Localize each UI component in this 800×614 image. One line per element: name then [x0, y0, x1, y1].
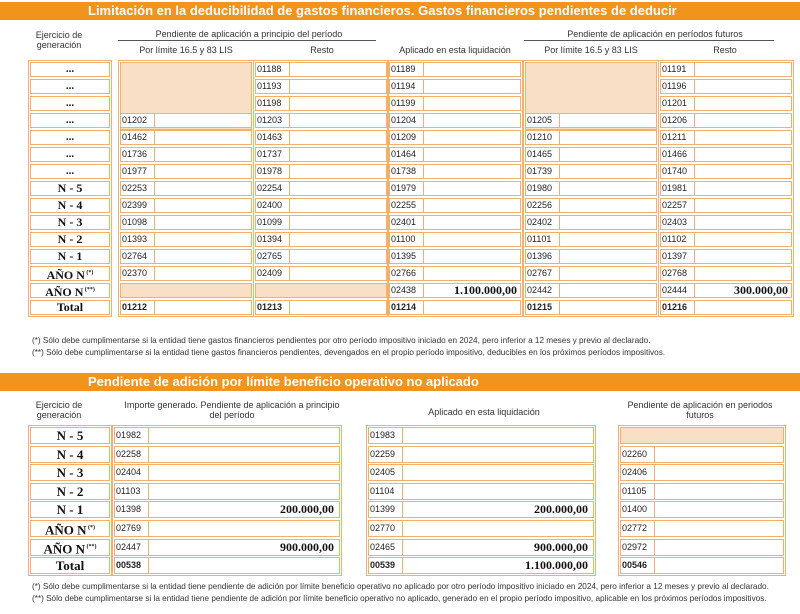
- s2-field-code: 00538: [116, 560, 142, 571]
- s2-gen-sup: (*): [86, 525, 96, 531]
- s1-field-code: 01202: [122, 115, 148, 125]
- s1-field-code: 01199: [391, 98, 416, 108]
- s1-field-code: 01979: [391, 183, 417, 193]
- s1-gen-sup: (*): [84, 270, 94, 276]
- s2-gen-sup: (**): [85, 543, 97, 550]
- section1-title: Limitación en la deducibilidad de gastos financieros. Gastos financieros pendientes de deducir: [0, 2, 800, 20]
- s2-col-ejercicio: Ejercicio de generación: [35, 400, 83, 420]
- s1-field-code: 01463: [257, 132, 283, 142]
- s1-note1: (*) Sólo debe cumplimentarse si la entidad tiene gastos financieros pendientes por otro período impositivo iniciado en 2024, pero inferior a 12 meses y previo al declarado.: [32, 336, 651, 345]
- s2-gen-label: N - 1: [56, 502, 84, 518]
- s1-field-code: 02401: [391, 217, 417, 227]
- s1-field-code: 02256: [527, 200, 553, 210]
- s2-col-aplicado: Aplicado en esta liquidación: [428, 407, 540, 417]
- s1-gen-label: AÑO N (**): [45, 285, 95, 299]
- s2-field-code: 02465: [370, 541, 396, 552]
- s2-field-code: 02406: [622, 467, 648, 478]
- s2-amount: 200.000,00: [534, 502, 588, 517]
- s1-field-code: 01214: [391, 302, 417, 312]
- s1-field-code: 01739: [527, 166, 553, 176]
- s2-amount: 200.000,00: [280, 502, 334, 517]
- s1-gen-label: ...: [65, 148, 75, 160]
- s1-field-code: 01978: [257, 166, 283, 176]
- s2-gen-label: N - 3: [56, 465, 84, 481]
- s1-amount: 1.100.000,00: [454, 283, 517, 297]
- s2-field-code: 01104: [370, 485, 395, 496]
- s1-gen-label: ...: [65, 131, 75, 143]
- s1-field-code: 01100: [391, 234, 416, 244]
- s1-field-code: 01394: [257, 234, 283, 244]
- s1-field-code: 01393: [122, 234, 148, 244]
- s2-input-cell: [620, 427, 784, 444]
- s1-field-code: 02764: [122, 251, 148, 261]
- s1-field-code: 01215: [527, 302, 553, 312]
- s1-gen-label: N - 3: [57, 215, 83, 229]
- s2-note1: (*) Sólo debe cumplimentarse si la entidad tiene pendiente de adición por límite beneficio operativo no aplicado por otro período impositivo iniciado en 2024, pero inferior a 12 meses y previo al declarado.: [32, 582, 769, 591]
- s2-field-code: 01103: [116, 485, 141, 496]
- s1-field-code: 01194: [391, 81, 416, 91]
- s1-field-code: 02257: [662, 200, 688, 210]
- s2-field-code: 01105: [622, 485, 647, 496]
- s1-amount: 300.000,00: [734, 283, 788, 297]
- s2-field-code: 01982: [116, 430, 142, 440]
- s1-field-code: 01209: [391, 132, 417, 142]
- s2-gen-label: N - 5: [56, 428, 84, 443]
- s1-field-code: 02767: [527, 268, 553, 278]
- s1-field-code: 02399: [122, 200, 148, 210]
- s1-gen-label: Total: [56, 300, 84, 314]
- s2-field-code: 02404: [116, 467, 142, 478]
- s1-field-code: 01736: [122, 149, 148, 159]
- s1-group-pendiente-futuro: Pendiente de aplicación en períodos futuros: [567, 29, 743, 39]
- s1-field-code: 01977: [122, 166, 148, 176]
- s1-col-limite-fut: Por límite 16.5 y 83 LIS: [544, 45, 638, 55]
- s1-field-code: 01198: [257, 98, 282, 108]
- s1-input-cell: [120, 283, 252, 298]
- s1-field-code: 01099: [257, 217, 283, 227]
- s1-field-code: 01212: [122, 302, 148, 312]
- s1-field-code: 01211: [662, 132, 687, 142]
- s1-field-code: 01397: [662, 251, 688, 261]
- s1-gen-sup: (**): [83, 287, 95, 293]
- s2-field-code: 02260: [622, 448, 648, 459]
- s2-field-code: 02770: [370, 523, 396, 533]
- s1-field-code: 01464: [391, 149, 417, 159]
- s2-gen-label: AÑO N (*): [44, 522, 96, 538]
- s2-field-code: 01983: [370, 430, 396, 440]
- s1-field-code: 01213: [257, 302, 283, 312]
- s2-field-code: 01400: [622, 504, 648, 515]
- s1-field-code: 01216: [662, 302, 688, 312]
- s2-amount: 900.000,00: [280, 539, 334, 554]
- s1-field-code: 01196: [662, 81, 687, 91]
- s1-field-code: 02403: [662, 217, 688, 227]
- s1-col-resto-fut: Resto: [713, 45, 737, 55]
- s1-gen-label: ...: [65, 80, 75, 92]
- s1-field-code: 01203: [257, 115, 283, 125]
- s1-field-code: 02766: [391, 268, 417, 278]
- s1-gen-label: ...: [65, 63, 75, 75]
- s2-field-code: 00546: [622, 560, 648, 571]
- s1-gen-label: N - 4: [57, 198, 83, 212]
- s2-amount: 900.000,00: [534, 539, 588, 554]
- s1-gen-label: ...: [65, 97, 75, 109]
- s1-field-code: 01193: [257, 81, 282, 91]
- s1-field-code: 01205: [527, 115, 553, 125]
- s1-gen-label: ...: [65, 114, 75, 126]
- s1-field-code: 01191: [662, 64, 687, 74]
- s1-field-code: 01740: [662, 166, 688, 176]
- s1-field-code: 01465: [527, 149, 553, 159]
- s1-field-code: 02438: [391, 285, 417, 295]
- s1-gen-label: ...: [65, 165, 75, 177]
- s2-gen-label: N - 2: [56, 483, 84, 499]
- s1-col-aplicado: Aplicado en esta liquidación: [399, 45, 511, 55]
- s1-field-code: 02400: [257, 200, 283, 210]
- s1-field-code: 01188: [257, 64, 282, 74]
- section2-title: Pendiente de adición por límite beneficio operativo no aplicado: [0, 373, 800, 391]
- s2-field-code: 02772: [622, 523, 648, 533]
- s2-field-code: 02259: [370, 448, 396, 459]
- s1-field-code: 01210: [527, 132, 553, 142]
- s2-field-code: 02447: [116, 541, 142, 552]
- s2-gen-label: N - 4: [56, 446, 84, 462]
- s1-field-code: 02442: [527, 285, 553, 295]
- s1-field-code: 02409: [257, 268, 283, 278]
- s1-gen-label: N - 1: [57, 249, 83, 263]
- s2-field-code: 02769: [116, 523, 142, 533]
- s1-field-code: 02444: [662, 285, 688, 295]
- s1-field-code: 01738: [391, 166, 417, 176]
- s1-field-code: 01201: [662, 98, 688, 108]
- s1-col-ejercicio: Ejercicio de generación: [35, 30, 83, 50]
- s1-note2: (**) Sólo debe cumplimentarse si la entidad tiene gastos financieros pendientes, devengados en el propio período impositivo, deducibles en los próximos períodos impositivos.: [32, 348, 666, 357]
- s2-field-code: 01399: [370, 504, 396, 515]
- s1-field-code: 01101: [527, 234, 552, 244]
- s2-note2: (**) Sólo debe cumplimentarse si la entidad tiene pendiente de adición por límite beneficio operativo no aplicado, generado en el propio período impositivo, aplicable en los próximos períodos impositivos.: [32, 594, 767, 603]
- s1-col-resto: Resto: [310, 45, 334, 55]
- s1-gen-label: AÑO N (*): [46, 268, 94, 282]
- s1-gen-label: N - 2: [57, 232, 83, 246]
- s1-field-code: 01102: [662, 234, 687, 244]
- s1-field-code: 01980: [527, 183, 553, 193]
- s1-field-code: 01981: [662, 183, 688, 193]
- s1-gen-label: N - 5: [57, 181, 83, 195]
- s2-col-importe: Importe generado. Pendiente de aplicación a principio del período: [124, 400, 340, 420]
- s1-field-code: 01462: [122, 132, 148, 142]
- s1-field-code: 02768: [662, 268, 688, 278]
- s1-field-code: 02253: [122, 183, 148, 193]
- s2-gen-label: AÑO N (**): [43, 540, 97, 556]
- s1-group-pendiente-inicio: Pendiente de aplicación a principio del período: [155, 29, 343, 39]
- s2-field-code: 01398: [116, 504, 142, 515]
- s1-field-code: 01737: [257, 149, 283, 159]
- s1-field-code: 01395: [391, 251, 417, 261]
- s2-field-code: 02258: [116, 448, 142, 459]
- s2-field-code: 02405: [370, 467, 396, 478]
- s1-field-code: 02255: [391, 200, 417, 210]
- s1-field-code: 02254: [257, 183, 283, 193]
- s1-field-code: 01204: [391, 115, 417, 125]
- s1-field-code: 01396: [527, 251, 553, 261]
- s1-field-code: 01189: [391, 64, 416, 74]
- s1-field-code: 01466: [662, 149, 688, 159]
- s1-col-limite: Por límite 16.5 y 83 LIS: [139, 45, 233, 55]
- s2-col-futuro: Pendiente de aplicación en periodos futuros: [627, 400, 773, 420]
- s2-field-code: 02972: [622, 541, 648, 552]
- s2-gen-label: Total: [55, 558, 85, 574]
- s1-field-code: 02402: [527, 217, 553, 227]
- s1-field-code: 01098: [122, 217, 148, 227]
- s2-amount: 1.100.000,00: [525, 558, 588, 573]
- s1-input-cell: [255, 283, 387, 298]
- s1-field-code: 02765: [257, 251, 283, 261]
- s1-field-code: 02370: [122, 268, 148, 278]
- s1-field-code: 01206: [662, 115, 688, 125]
- s2-field-code: 00539: [370, 560, 396, 571]
